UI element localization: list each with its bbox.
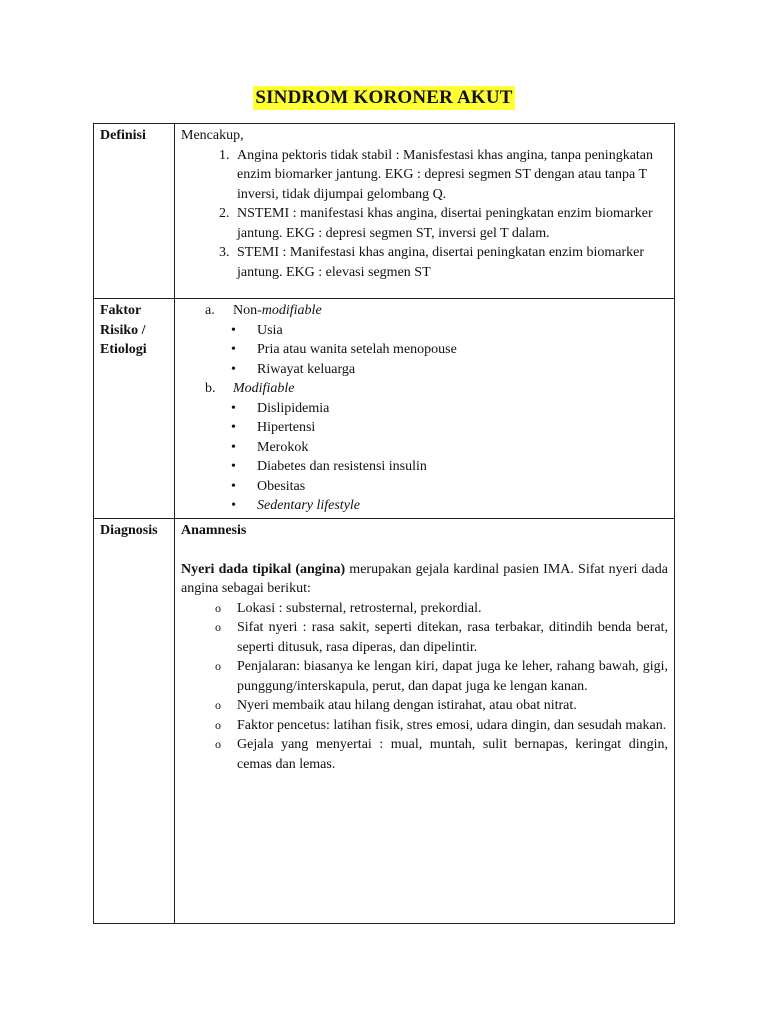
faktor-groups-b [181, 379, 668, 399]
group-a-title: modifiable [261, 303, 322, 318]
list-item: o Faktor pencetus: latihan fisik, stres emosi, udara dingin, dan sesudah makan. [181, 716, 668, 736]
list-item: • Merokok [181, 438, 668, 458]
list-item: • Usia [181, 321, 668, 341]
definisi-item: 2. NSTEMI : manifestasi khas angina, disertai peningkatan enzim biomarker jantung. EKG : depresi segmen ST, inversi gel T dalam. [233, 204, 668, 243]
diagnosis-heading: Anamnesis [181, 523, 247, 538]
faktor-groups [181, 301, 668, 321]
row-definisi [94, 124, 675, 299]
spacer [181, 541, 668, 560]
list-item: o Gejala yang menyertai : mual, muntah, sulit bernapas, keringat dingin, cemas dan lemas. [181, 735, 668, 774]
definisi-intro: Mencakup, [181, 128, 244, 143]
group-a-marker: a. [205, 303, 215, 318]
list-item: • Obesitas [181, 477, 668, 497]
definisi-item: 3. STEMI : Manifestasi khas angina, disertai peningkatan enzim biomarker jantung. EKG : elevasi segmen ST [233, 243, 668, 282]
list-item: o Sifat nyeri : rasa sakit, seperti ditekan, rasa terbakar, ditindih benda berat, seperti ditusuk, rasa diperas, dan dipelintir. [181, 618, 668, 657]
list-item: • Pria atau wanita setelah menopouse [181, 340, 668, 360]
diagnosis-lead-bold: Nyeri dada tipikal (angina) [181, 561, 346, 577]
group-a [181, 301, 668, 321]
list-item: o Nyeri membaik atau hilang dengan istirahat, atau obat nitrat. [181, 696, 668, 716]
list-item: o Penjalaran: biasanya ke lengan kiri, dapat juga ke leher, rahang bawah, gigi, punggung/interskapula, perut, dan dapat juga ke lengan kanan. [181, 657, 668, 696]
group-b-marker: b. [205, 381, 216, 396]
content-table [93, 123, 675, 924]
list-item: o Lokasi : substernal, retrosternal, prekordial. [181, 599, 668, 619]
diagnosis-list [181, 599, 668, 775]
definisi-list [181, 146, 668, 283]
label-faktor: Faktor Risiko / Etiologi [94, 299, 175, 519]
list-item: • Riwayat keluarga [181, 360, 668, 380]
row-faktor [94, 299, 675, 519]
list-item: • Diabetes dan resistensi insulin [181, 457, 668, 477]
diagnosis-lead [181, 560, 668, 599]
list-item: • Sedentary lifestyle [181, 496, 668, 516]
list-item: • Hipertensi [181, 418, 668, 438]
page-title: SINDROM KORONER AKUT [255, 87, 513, 108]
cell-diagnosis [175, 519, 675, 924]
cell-definisi [175, 124, 675, 299]
title-container [0, 86, 768, 110]
label-definisi: Definisi [94, 124, 175, 299]
list-item: • Dislipidemia [181, 399, 668, 419]
diagnosis-lead-rest: merupakan gejala kardinal pasien IMA. Sifat nyeri dada angina sebagai berikut: [181, 561, 668, 596]
group-b [181, 379, 668, 399]
cell-faktor [175, 299, 675, 519]
group-a-list [181, 321, 668, 380]
group-b-title: Modifiable [233, 381, 295, 396]
group-b-list [181, 399, 668, 516]
definisi-item: 1. Angina pektoris tidak stabil : Manisfestasi khas angina, tanpa peningkatan enzim biomarker jantung. EKG : depresi segmen ST dengan atau tanpa T inversi, tidak dijumpai gelombang Q. [233, 146, 668, 205]
row-diagnosis [94, 519, 675, 924]
label-diagnosis: Diagnosis [94, 519, 175, 924]
group-a-prefix: Non- [233, 303, 262, 318]
